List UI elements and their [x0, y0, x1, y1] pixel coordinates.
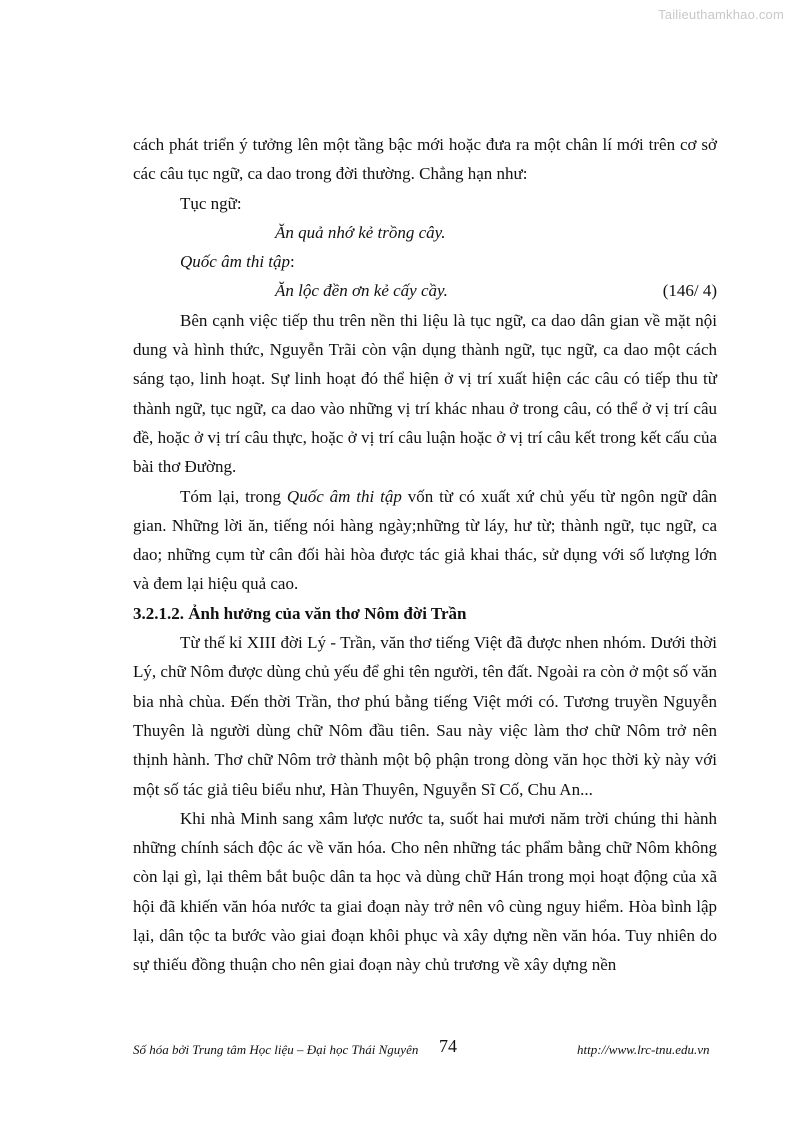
section-heading: 3.2.1.2. Ảnh hưởng của văn thơ Nôm đời Trần — [133, 603, 467, 623]
paragraph-2: Bên cạnh việc tiếp thu trên nền thi liệu là tục ngữ, ca dao dân gian về mặt nội dung và hình thức, Nguyễn Trãi còn vận dụng thành ngữ, tục ngữ, ca dao một cách sáng tạo, linh hoạt. Sự linh hoạt đó thể hiện ở vị trí xuất hiện các câu có tiếp thu từ thành ngữ, tục ngữ, ca dao vào những vị trí khác nhau ở trong câu, có thể ở vị trí câu đề, hoặc ở vị trí câu thực, hoặc ở vị trí câu luận hoặc ở vị trí câu kết trong kết cấu của bài thơ Đường. — [133, 310, 717, 477]
quote-label-colon: : — [290, 252, 295, 272]
verse-2-reference: (146/ 4) — [662, 281, 717, 301]
footer-url: http://www.lrc-tnu.edu.vn — [577, 1042, 710, 1057]
verse-2 — [133, 276, 717, 305]
paragraph-3-start: Tóm lại, trong — [180, 486, 287, 506]
watermark: Tailieuthamkhao.com — [658, 7, 784, 22]
verse-1: Ăn quả nhớ kẻ trồng cây. — [275, 222, 446, 242]
footer-source: Số hóa bởi Trung tâm Học liệu – Đại học Thái Nguyên — [133, 1042, 419, 1057]
verse-2-text: Ăn lộc đền ơn kẻ cấy cầy. — [275, 281, 448, 301]
quote-label-title: Quốc âm thi tập — [180, 252, 291, 272]
paragraph-4: Từ thế kỉ XIII đời Lý - Trần, văn thơ tiếng Việt đã được nhen nhóm. Dưới thời Lý, chữ Nôm được dùng chủ yếu để ghi tên người, tên đất. Ngoài ra còn ở một số văn bia nhà chùa. Đến thời Trần, thơ phú bằng tiếng Việt mới có. Tương truyền Nguyễn Thuyên là người dùng chữ Nôm đầu tiên. Sau này việc làm thơ chữ Nôm trở nên thịnh hành. Thơ chữ Nôm trở thành một bộ phận trong dòng văn học thời kỳ này với một số tác giả tiêu biểu như, Hàn Thuyên, Nguyễn Sĩ Cố, Chu An... — [133, 633, 717, 799]
paragraph-1: cách phát triển ý tưởng lên một tầng bậc mới hoặc đưa ra một chân lí mới trên cơ sở các câu tục ngữ, ca dao trong đời thường. Chẳng hạn như: — [133, 135, 717, 184]
paragraph-3-title: Quốc âm thi tập — [286, 486, 402, 506]
paragraph-3 — [133, 482, 717, 599]
page-body — [133, 130, 717, 980]
page-number: 74 — [439, 1036, 457, 1056]
quote-label-tuc-ngu: Tục ngữ: — [180, 193, 242, 213]
paragraph-5: Khi nhà Minh sang xâm lược nước ta, suốt hai mươi năm trời chúng thi hành những chính sách độc ác về văn hóa. Cho nên những tác phẩm bằng chữ Nôm không còn lại gì, lại thêm bắt buộc dân ta học và dùng chữ Hán trong mọi hoạt động của xã hội đã khiến văn hóa nước ta giai đoạn này trở nên vô cùng nguy hiểm. Hòa bình lập lại, dân tộc ta bước vào giai đoạn khôi phục và xây dựng nền văn hóa. Tuy nhiên do sự thiếu đồng thuận cho nên giai đoạn này chủ trương về xây dựng nền — [133, 808, 717, 975]
page-footer — [133, 1036, 717, 1066]
quote-label-quoc-am — [133, 247, 717, 276]
paragraph-3-rest: vốn từ có xuất xứ chủ yếu từ ngôn ngữ dân gian. Những lời ăn, tiếng nói hàng ngày;những từ láy, hư từ; thành ngữ, tục ngữ, ca dao; những cụm từ cân đối hài hòa được tác giả khai thác, sử dụng với số lượng lớn và đem lại hiệu quả cao. — [133, 486, 717, 594]
